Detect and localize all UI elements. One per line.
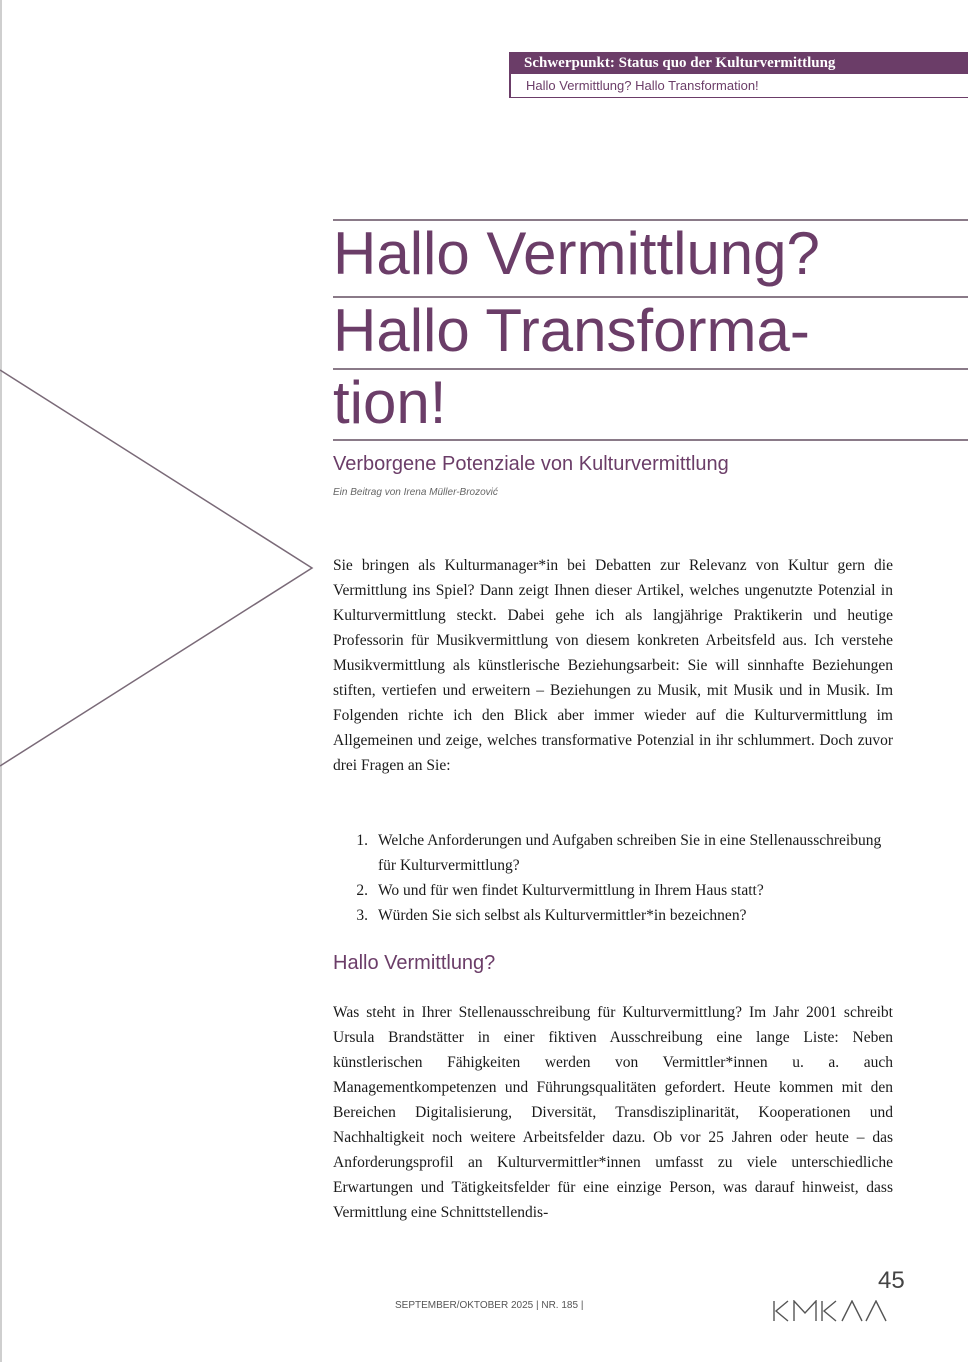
list-text: Wo und für wen findet Kulturvermittlung in Ihrem Haus statt? <box>378 882 764 899</box>
section-heading: Hallo Vermittlung? <box>333 952 496 974</box>
list-text: Würden Sie sich selbst als Kulturvermittler*in bezeichnen? <box>378 907 747 924</box>
kmm-logo-icon <box>772 1300 888 1322</box>
question-list <box>333 828 893 928</box>
title-line-1: Hallo Vermittlung? <box>333 220 820 287</box>
list-text: Welche Anforderungen und Aufgaben schreiben Sie in eine Stellenausschreibung für Kulturvermittlung? <box>378 832 882 874</box>
section-header: Schwerpunkt: Status quo der Kulturvermittlung <box>509 52 968 74</box>
title-line-2: Hallo Transforma- <box>333 297 810 364</box>
chevron-decoration-icon <box>0 368 320 768</box>
section-paragraph: Was steht in Ihrer Stellenausschreibung für Kulturvermittlung? Im Jahr 2001 schreibt Ursula Brandstätter in einer fiktiven Ausschreibung eine lange Liste: Neben künstlerischen Fähigkeiten werden von Vermittler*innen u. a. auch Managementkompetenzen und Führungsqualitäten gefordert. Heute kommen mit den Bereichen Digitalisierung, Diversität, Transdisziplinarität, Kooperationen und Nachhaltigkeit noch weitere Arbeitsfelder dazu. Ob vor 25 Jahren oder heute – das Anforderungsprofil an Kulturvermittler*innen umfasst zu viele unterschiedliche Erwartungen und Tätigkeitsfelder für eine einzige Person, was darauf hinweist, dass Vermittlung eine Schnittstellendis- <box>333 1004 893 1221</box>
article-byline: Ein Beitrag von Irena Müller-Brozović <box>333 487 498 498</box>
issue-info: SEPTEMBER/OKTOBER 2025 | NR. 185 | <box>395 1300 584 1311</box>
title-line-3: tion! <box>333 369 447 436</box>
intro-paragraph: Sie bringen als Kulturmanager*in bei Debatten zur Relevanz von Kultur gern die Vermittlung ins Spiel? Dann zeigt Ihnen dieser Artikel, welches ungenutzte Potenzial in Kulturvermittlung steckt. Dabei gehe ich als langjährige Praktikerin und heutige Professorin für Musikvermittlung von diesem konkreten Arbeitsfeld aus. Ich verstehe Musikvermittlung als künstlerische Beziehungsarbeit: Sie will sinnhafte Beziehungen stiften, vertiefen und erweitern – Beziehungen zu Musik, mit Musik und in Musik. Im Folgenden richte ich den Blick aber immer wieder auf die Kulturvermittlung im Allgemeinen und zeige, welches transformative Potenzial in ihr schlummert. Doch zuvor drei Fragen an Sie: <box>333 557 893 774</box>
title-rule-bottom <box>333 439 968 441</box>
list-number: 1. <box>356 832 368 849</box>
list-number: 2. <box>356 882 368 899</box>
list-item <box>333 878 893 903</box>
article-subtitle: Verborgene Potenziale von Kulturvermittlung <box>333 453 729 475</box>
list-item <box>333 903 893 928</box>
running-title: Hallo Vermittlung? Hallo Transformation! <box>509 74 968 98</box>
page-number: 45 <box>878 1267 905 1294</box>
list-item <box>333 828 893 878</box>
list-number: 3. <box>356 907 368 924</box>
